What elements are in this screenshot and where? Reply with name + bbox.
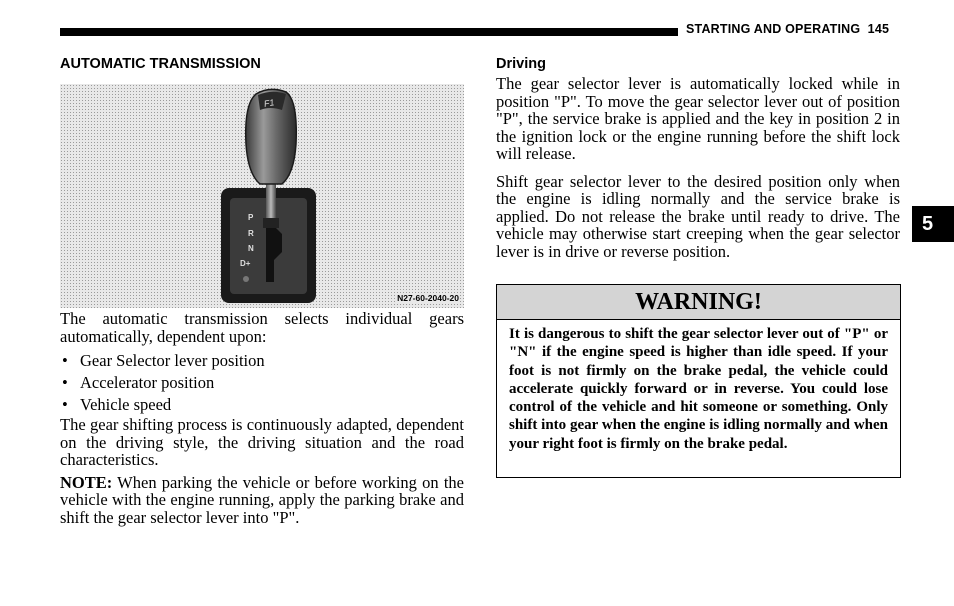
left-column-heading — [60, 56, 464, 72]
knob-label: F1 — [263, 97, 276, 109]
gate-label-p: P — [248, 213, 254, 222]
gear-selector-illustration — [60, 84, 464, 308]
page-number: 145 — [867, 22, 890, 36]
header-title: STARTING AND OPERATING — [686, 22, 861, 36]
driving-paragraph-2: Shift gear selector lever to the desired position only when the engine is idling normally and the service brake is applied. Do not release the brake until ready to drive. The vehicle may otherwise start creeping when the gear selector lever is in drive or reverse position. — [496, 171, 900, 261]
header-rule — [60, 28, 678, 36]
running-header — [686, 22, 889, 36]
chapter-tab: 5 — [912, 206, 954, 242]
list-item: • Accelerator position — [60, 372, 464, 394]
driving-heading: Driving — [496, 56, 546, 72]
right-column — [496, 56, 900, 270]
warning-title: WARNING! — [497, 285, 900, 320]
figure-code: N27-60-2040-20 — [397, 293, 459, 303]
intro-paragraph: The automatic transmission selects individual gears automatically, dependent upon: — [60, 309, 464, 346]
note-label: NOTE: — [60, 472, 113, 492]
dependency-list — [60, 350, 464, 416]
warning-box — [496, 284, 901, 478]
list-item: • Gear Selector lever position — [60, 350, 464, 372]
driving-paragraph-1: The gear selector lever is automatically locked while in position "P". To move the gear selector lever out of position "P", the service brake is applied and the key in position 2 in the ignition lock or the engine running before the shift lock will release. — [496, 74, 900, 163]
gate-label-r: R — [248, 229, 254, 238]
gate-label-n: N — [248, 244, 254, 253]
gate-label-d: D+ — [240, 259, 251, 268]
warning-text: It is dangerous to shift the gear selector lever out of "P" or "N" if the engine speed is higher than idle speed. If your foot is not firmly on the brake pedal, the vehicle could accelerate quickly forward or in reverse. You could lose control of the vehicle and hit someone or something. Only shift into gear when the engine is idling normally and when your right foot is firmly on the brake pedal. — [509, 326, 888, 452]
note-text: When parking the vehicle or before working on the vehicle with the engine running, apply the parking brake and shift the gear selector lever into "P". — [60, 472, 464, 527]
lever-boot — [263, 218, 279, 228]
gear-selector-figure — [60, 84, 464, 308]
left-column-text — [60, 310, 464, 531]
note-paragraph — [60, 474, 464, 527]
gate-indicator — [243, 276, 249, 282]
section-heading: AUTOMATIC TRANSMISSION — [60, 56, 261, 72]
shifting-paragraph: The gear shifting process is continuously adapted, dependent on the driving style, the driving situation and the road characteristics. — [60, 415, 464, 469]
list-item: • Vehicle speed — [60, 394, 464, 416]
